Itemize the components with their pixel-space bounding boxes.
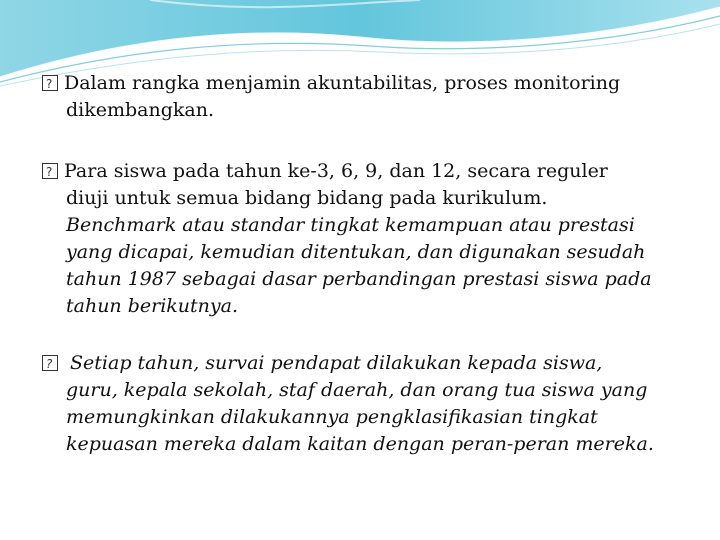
paragraph-line: diuji untuk semua bidang bidang pada kurikulum. xyxy=(66,187,548,209)
paragraph-line: Benchmark atau standar tingkat kemampuan atau prestasi xyxy=(66,214,635,236)
paragraph-3 xyxy=(42,350,672,458)
paragraph-line: memungkinkan dilakukannya pengklasifikasian tingkat xyxy=(66,406,598,428)
paragraph-1 xyxy=(42,70,672,124)
paragraph-2 xyxy=(42,158,672,320)
paragraph-line: ? Setiap tahun, survai pendapat dilakukan kepada siswa, xyxy=(42,350,672,377)
paragraph-line: dikembangkan. xyxy=(66,99,215,121)
paragraph-line: kepuasan mereka dalam kaitan dengan peran-peran mereka. xyxy=(66,433,654,455)
paragraph-line: ?Dalam rangka menjamin akuntabilitas, proses monitoring xyxy=(42,70,672,97)
paragraph-line: yang dicapai, kemudian ditentukan, dan digunakan sesudah xyxy=(66,241,646,263)
paragraph-line: ?Para siswa pada tahun ke-3, 6, 9, dan 12, secara reguler xyxy=(42,158,672,185)
missing-glyph-box-icon xyxy=(42,75,58,91)
missing-glyph-box-icon xyxy=(42,355,58,371)
paragraph-line: tahun berikutnya. xyxy=(66,295,239,317)
missing-glyph-box-icon xyxy=(42,163,58,179)
paragraph-line: guru, kepala sekolah, staf daerah, dan orang tua siswa yang xyxy=(66,379,648,401)
paragraph-line: tahun 1987 sebagai dasar perbandingan prestasi siswa pada xyxy=(66,268,652,290)
